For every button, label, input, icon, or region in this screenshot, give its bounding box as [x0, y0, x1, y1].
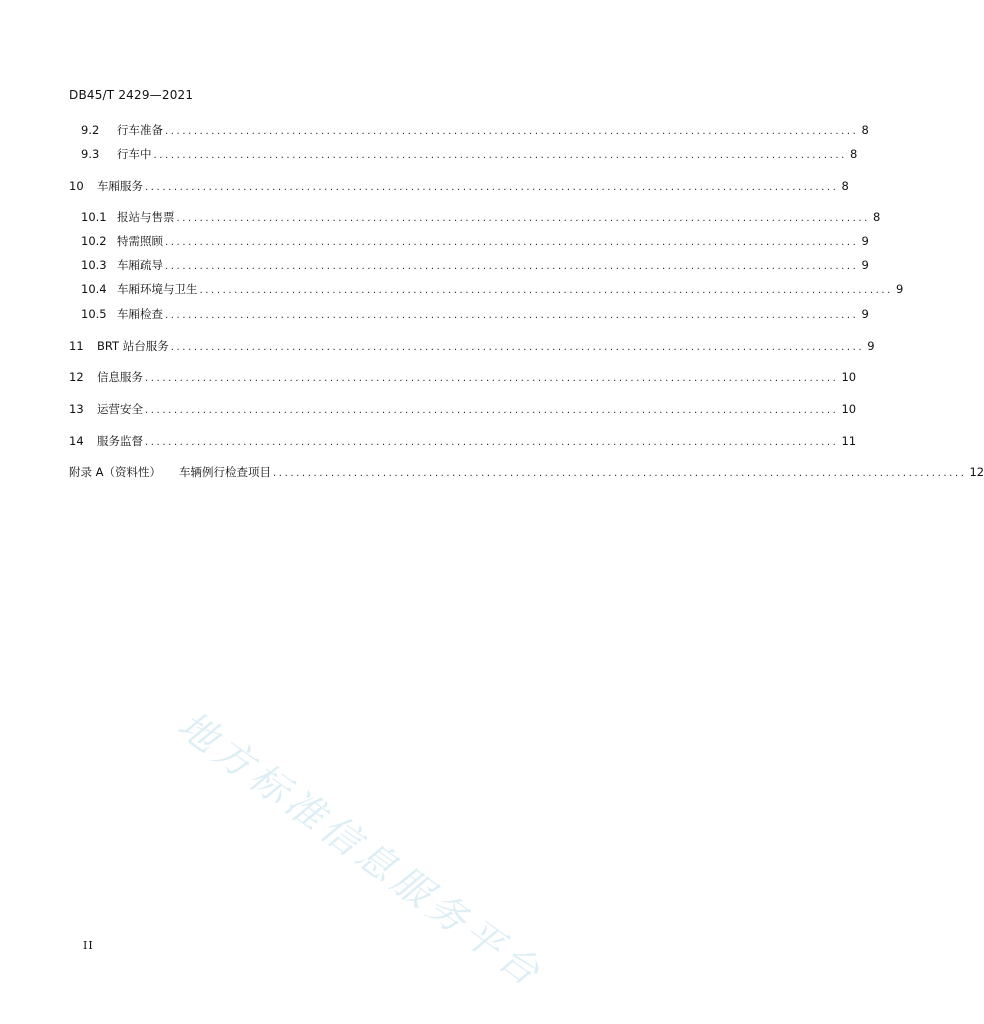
- toc-entry-number: 13: [69, 402, 84, 416]
- toc-leader-dots: ........................................................................................................................: [273, 468, 967, 479]
- toc-entry-page: 9: [861, 234, 869, 248]
- toc-entry-number: 9.2: [81, 123, 100, 137]
- toc-entry-page: 10: [841, 402, 857, 416]
- toc-entry-9-3[interactable]: [81, 145, 858, 163]
- toc-leader-dots: ........................................................................................................................: [165, 261, 859, 272]
- toc-entry-page: 9: [867, 339, 875, 353]
- toc-entry-number: 10.5: [81, 307, 107, 321]
- toc-leader-dots: ........................................................................................................................: [165, 237, 859, 248]
- toc-entry-number: 14: [69, 434, 84, 448]
- toc-leader-dots: ........................................................................................................................: [145, 437, 839, 448]
- toc-entry-10-5[interactable]: [81, 305, 869, 323]
- toc-entry-title: 车厢疏导: [117, 258, 163, 272]
- toc-entry-title: 服务监督: [97, 434, 143, 448]
- standard-number: DB45/T 2429—2021: [69, 88, 194, 102]
- toc-leader-dots: ........................................................................................................................: [145, 405, 839, 416]
- toc-entry-13[interactable]: [69, 400, 857, 418]
- toc-entry-page: 11: [841, 434, 857, 448]
- toc-entry-title: 行车中: [117, 147, 152, 161]
- toc-entry-number: 11: [69, 339, 84, 353]
- toc-entry-11[interactable]: [69, 337, 875, 355]
- toc-entry-page: 9: [861, 307, 869, 321]
- toc-entry-title: 车厢环境与卫生: [117, 282, 198, 296]
- toc-entry-10[interactable]: [69, 177, 849, 195]
- toc-entry-page: 9: [895, 282, 904, 296]
- toc-entry-page: 8: [849, 147, 858, 161]
- toc-entry-page: 9: [861, 258, 869, 272]
- toc-entry-page: 12: [969, 465, 984, 479]
- toc-entry-page: 8: [872, 210, 881, 224]
- page-number: II: [83, 939, 94, 952]
- toc-leader-dots: ........................................................................................................................: [176, 213, 870, 224]
- toc-entry-title: 特需照顾: [117, 234, 163, 248]
- toc-entry-10-3[interactable]: [81, 256, 869, 274]
- toc-entry-9-2[interactable]: [81, 121, 869, 139]
- toc-leader-dots: ........................................................................................................................: [165, 310, 859, 321]
- toc-entry-number: 9.3: [81, 147, 100, 161]
- toc-entry-10-2[interactable]: [81, 232, 869, 250]
- toc-entry-title: 运营安全: [97, 402, 143, 416]
- toc-entry-title: 车厢服务: [97, 179, 143, 193]
- toc-leader-dots: ........................................................................................................................: [170, 342, 865, 353]
- toc-entry-number: 10: [69, 179, 84, 193]
- watermark: 地方标准信息服务平台: [170, 702, 552, 997]
- toc-leader-dots: ........................................................................................................................: [165, 126, 859, 137]
- toc-entry-number: 10.1: [81, 210, 107, 224]
- toc-entry-title: 报站与售票: [117, 210, 175, 224]
- toc-entry-number: 10.3: [81, 258, 107, 272]
- toc-entry-title: 行车准备: [117, 123, 163, 137]
- toc-entry-10-1[interactable]: [81, 208, 881, 226]
- toc-entry-page: 8: [841, 179, 849, 193]
- toc-entry-title: BRT 站台服务: [97, 339, 169, 353]
- toc-entry-title: 车辆例行检查项目: [179, 465, 272, 479]
- toc-entry-number: 10.4: [81, 282, 107, 296]
- toc-leader-dots: ........................................................................................................................: [153, 150, 847, 161]
- toc-entry-number: 12: [69, 370, 84, 384]
- toc-entry-appendix-a[interactable]: [69, 463, 984, 481]
- toc-entry-10-4[interactable]: [81, 280, 904, 298]
- toc-entry-page: 10: [841, 370, 857, 384]
- toc-leader-dots: ........................................................................................................................: [145, 182, 839, 193]
- toc-entry-page: 8: [861, 123, 869, 137]
- toc-leader-dots: ........................................................................................................................: [199, 285, 893, 296]
- toc-entry-title: 车厢检查: [117, 307, 163, 321]
- toc-entry-title: 信息服务: [97, 370, 143, 384]
- toc-leader-dots: ........................................................................................................................: [145, 373, 839, 384]
- toc-entry-number: 10.2: [81, 234, 107, 248]
- toc-entry-number: 附录 A（资料性）: [69, 465, 162, 479]
- toc-entry-14[interactable]: [69, 432, 857, 450]
- toc-entry-12[interactable]: [69, 368, 857, 386]
